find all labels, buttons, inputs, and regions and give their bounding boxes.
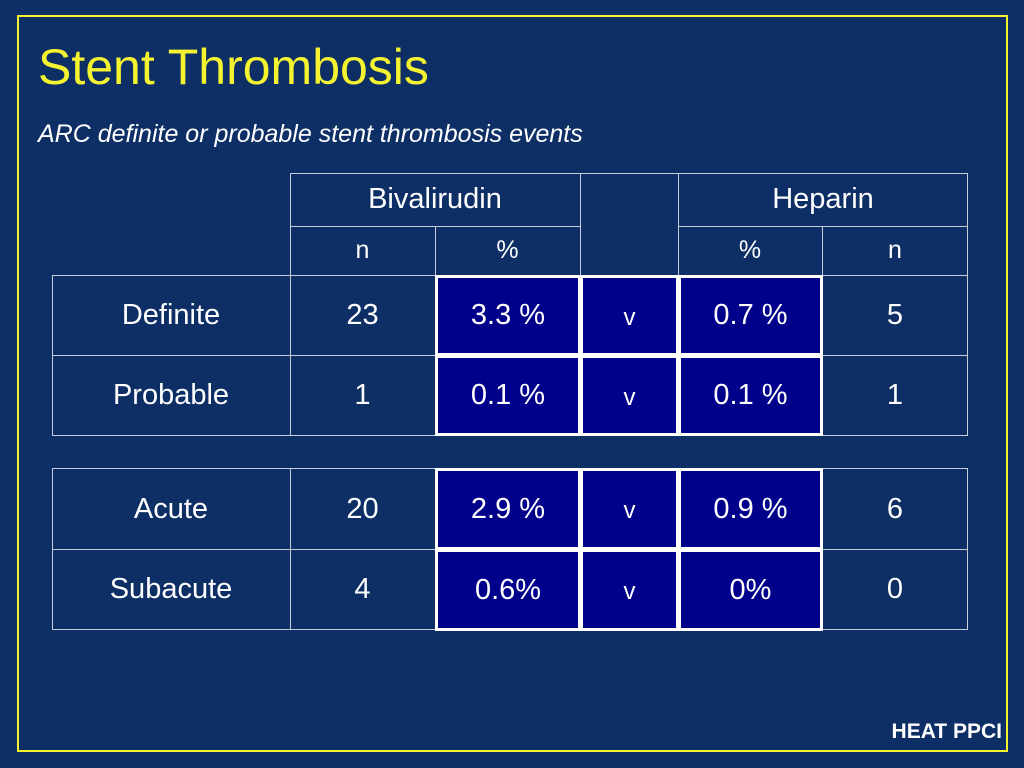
cell-comparison: v bbox=[580, 355, 679, 436]
footer-trial-name: HEAT PPCI bbox=[891, 720, 1002, 743]
page-title: Stent Thrombosis bbox=[38, 39, 429, 95]
table-top-vline bbox=[967, 275, 968, 436]
cell-hep-n: 1 bbox=[886, 379, 904, 411]
row-label-acute: Acute bbox=[133, 492, 209, 525]
cell-biv-pct: 2.9 % bbox=[435, 468, 581, 550]
cell-hep-pct: 0.7 % bbox=[678, 275, 823, 356]
row-label-probable: Probable bbox=[112, 379, 230, 411]
subheader-hep-pct: % bbox=[738, 236, 762, 264]
header-vline bbox=[580, 173, 581, 275]
header-bivalirudin: Bivalirudin bbox=[368, 183, 502, 215]
cell-hep-pct: 0.1 % bbox=[678, 355, 823, 436]
header-top-line bbox=[580, 173, 678, 174]
cell-hep-pct: 0.9 % bbox=[678, 468, 823, 550]
cell-biv-n: 20 bbox=[346, 492, 379, 525]
cell-hep-n: 5 bbox=[886, 299, 904, 331]
subheader-hep-n: n bbox=[888, 236, 902, 264]
page-subtitle: ARC definite or probable stent thrombosis events bbox=[38, 120, 583, 148]
cell-hep-n: 6 bbox=[886, 492, 904, 525]
cell-hep-n: 0 bbox=[886, 573, 904, 605]
cell-biv-pct: 0.6% bbox=[435, 549, 581, 631]
cell-biv-n: 4 bbox=[354, 573, 371, 605]
header-heparin: Heparin bbox=[772, 183, 874, 215]
subheader-biv-n: n bbox=[355, 236, 370, 264]
cell-biv-pct: 0.1 % bbox=[435, 355, 581, 436]
cell-hep-pct: 0% bbox=[678, 549, 823, 631]
cell-biv-n: 1 bbox=[354, 379, 371, 411]
row-label-definite: Definite bbox=[121, 299, 221, 331]
subheader-biv-pct: % bbox=[496, 236, 519, 264]
row-label-subacute: Subacute bbox=[109, 573, 233, 605]
cell-biv-n: 23 bbox=[346, 299, 379, 331]
cell-comparison: v bbox=[580, 468, 679, 550]
cell-comparison: v bbox=[580, 275, 679, 356]
table-bottom-vline bbox=[967, 468, 968, 630]
cell-comparison: v bbox=[580, 549, 679, 631]
cell-biv-pct: 3.3 % bbox=[435, 275, 581, 356]
